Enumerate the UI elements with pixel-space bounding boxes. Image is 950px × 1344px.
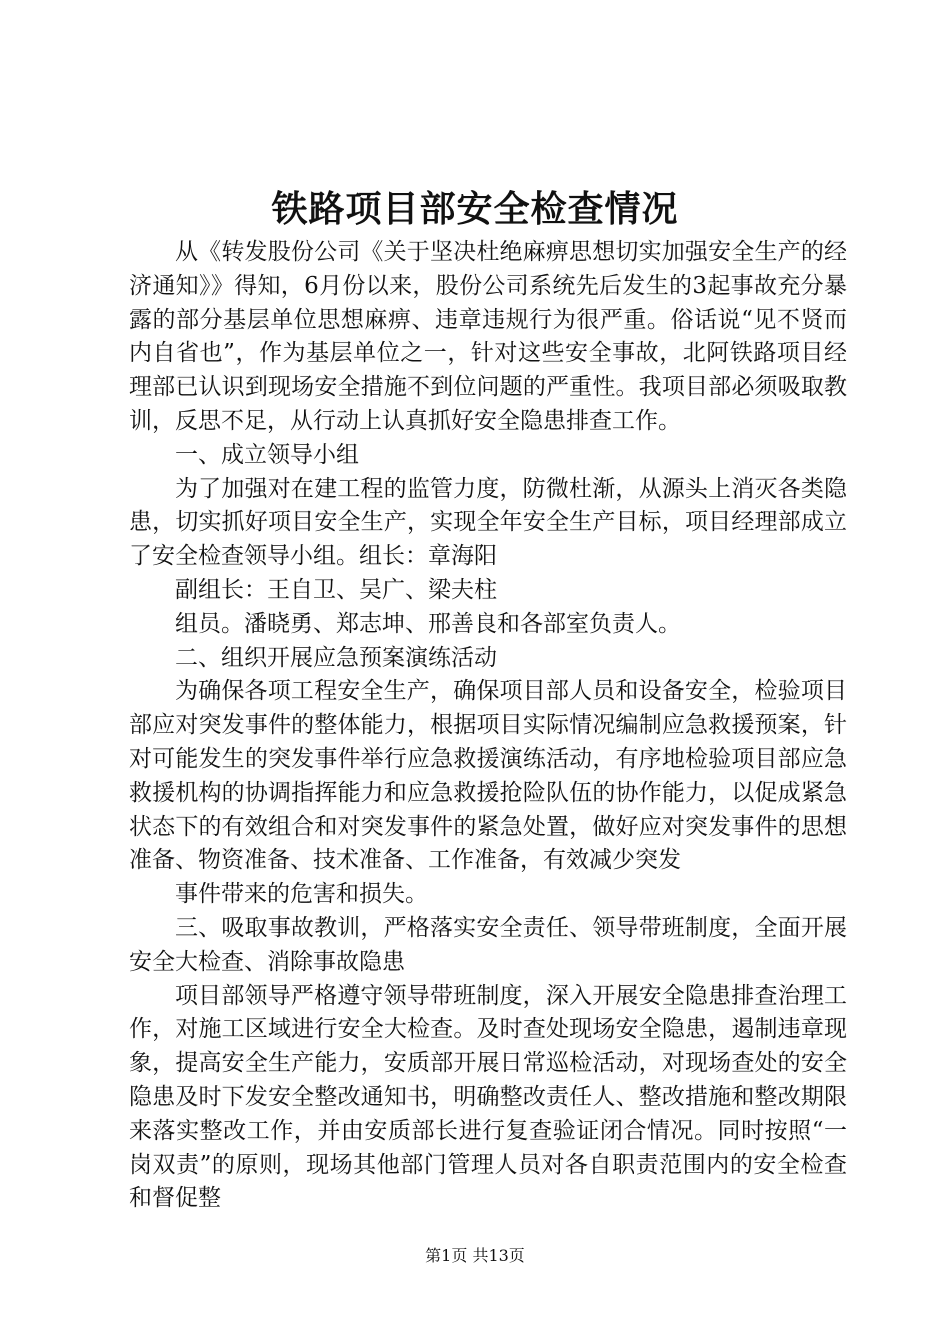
document-body xyxy=(129,236,847,1216)
paragraph-safety-inspection: 项目部领导严格遵守领导带班制度，深入开展安全隐患排查治理工作，对施工区域进行安全大检查。及时查处现场安全隐患，遏制违章现象，提高安全生产能力，安质部开展日常巡检活动，对现场查处的安全隐患及时下发安全整改通知书，明确整改责任人、整改措施和整改期限来落实整改工作，并由安质部长进行复查验证闭合情况。同时按照“一岗双责”的原则，现场其他部门管理人员对各自职责范围内的安全检查和督促整 xyxy=(129,982,847,1212)
paragraph-deputy-leaders: 副组长：王自卫、吴广、梁夫柱 xyxy=(175,576,497,603)
paragraph-intro: 从《转发股份公司《关于坚决杜绝麻痹思想切实加强安全生产的经济通知》》得知，6月份以来，股份公司系统先后发生的3起事故充分暴露的部分基层单位思想麻痹、违章违规行为很严重。俗话说“见不贤而内自省也”，作为基层单位之一，针对这些安全事故，北阿铁路项目经理部已认识到现场安全措施不到位问题的严重性。我项目部必须吸取教训，反思不足，从行动上认真抓好安全隐患排查工作。 xyxy=(129,239,847,434)
section-heading-2: 二、组织开展应急预案演练活动 xyxy=(175,644,497,671)
section-heading-1: 一、成立领导小组 xyxy=(175,441,359,468)
paragraph-emergency-drill: 为确保各项工程安全生产，确保项目部人员和设备安全，检验项目部应对突发事件的整体能力，根据项目实际情况编制应急救援预案，针对可能发生的突发事件举行应急救援演练活动，有序地检验项目部应急救援机构的协调指挥能力和应急救援抢险队伍的协作能力，以促成紧急状态下的有效组合和对突发事件的紧急处置，做好应对突发事件的思想准备、物资准备、技术准备、工作准备，有效减少突发 xyxy=(129,678,847,874)
paragraph-leadership-group: 为了加强对在建工程的监管力度，防微杜渐，从源头上消灭各类隐患，切实抓好项目安全生产，实现全年安全生产目标，项目经理部成立了安全检查领导小组。组长：章海阳 xyxy=(129,475,847,570)
section-heading-3: 三、吸取事故教训，严格落实安全责任、领导带班制度，全面开展安全大检查、消除事故隐患 xyxy=(129,914,847,975)
page-number: 第1页 共13页 xyxy=(425,1246,525,1265)
paragraph-emergency-drill-cont: 事件带来的危害和损失。 xyxy=(175,881,428,908)
paragraph-members: 组员。潘晓勇、郑志坤、邢善良和各部室负责人。 xyxy=(175,610,681,637)
document-title: 铁路项目部安全检查情况 xyxy=(271,188,679,230)
